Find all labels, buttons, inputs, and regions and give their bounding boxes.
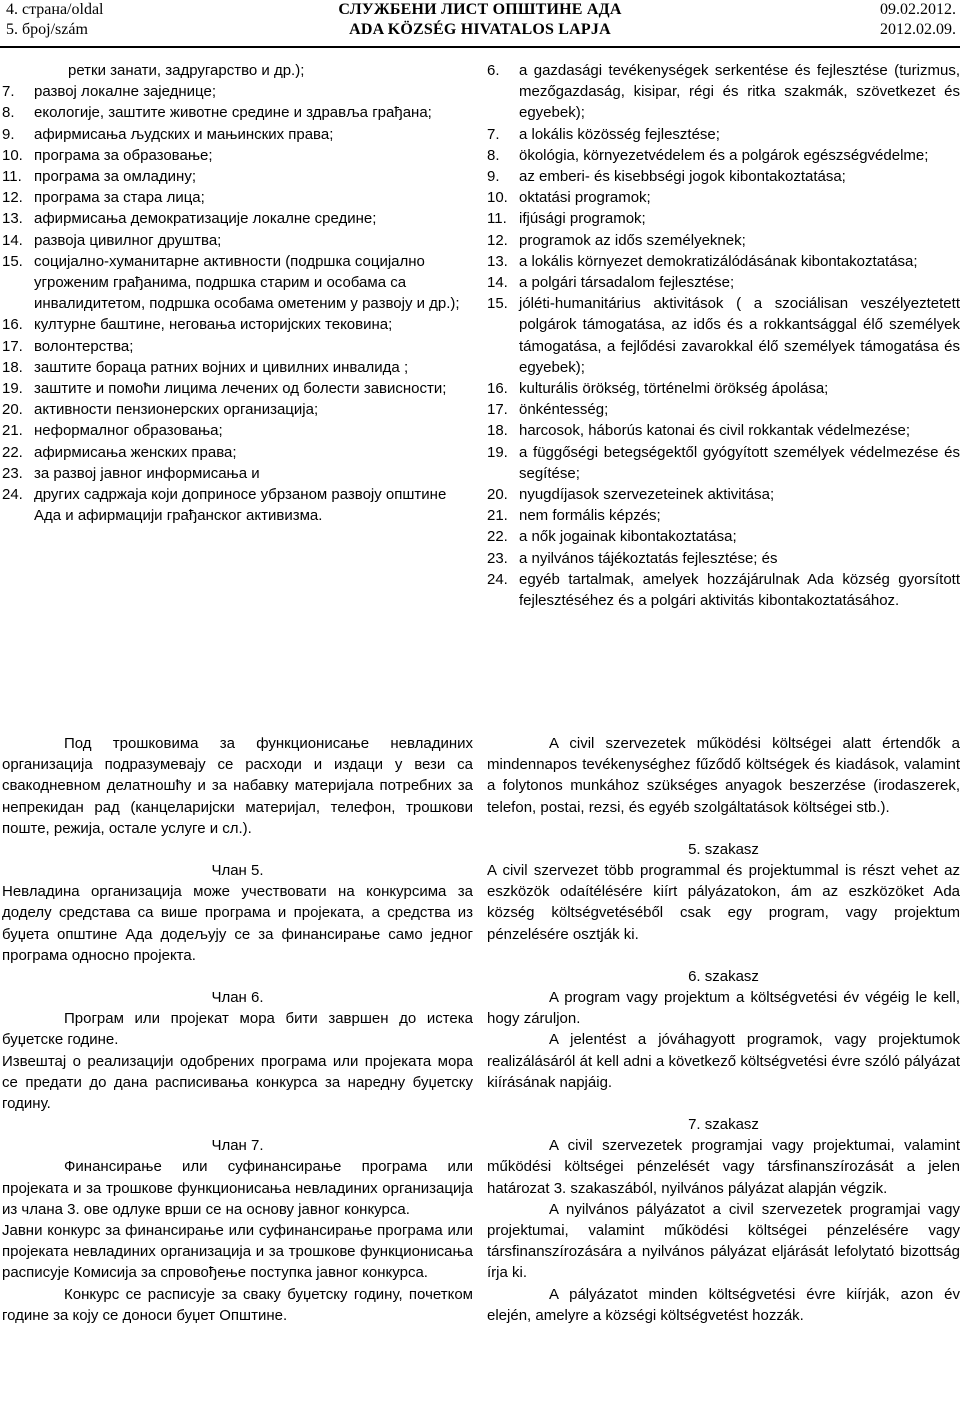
- list-item-number: 15.: [487, 295, 508, 313]
- header-divider: [0, 46, 960, 48]
- left-body-section: [2, 733, 473, 1326]
- list-item-text: социјално-хуманитарне активности (подршка социјално угроженим грађанима, подршка старим и особама са инвалидитетом, подршка особама ометеним у развоју и др.);: [34, 252, 460, 313]
- list-item: [2, 102, 473, 123]
- list-item-number: 19.: [2, 380, 23, 398]
- list-item: [2, 230, 473, 251]
- list-item-number: 21.: [487, 507, 508, 525]
- list-item-number: 16.: [2, 316, 23, 334]
- list-item-text: активности пензионерских организација;: [34, 401, 319, 419]
- article-5-text-sr: Невладина организација може учествовати на конкурсима за доделу средстава са више програма и пројеката, а средства из буџета општине Ада додељују се за финансирање само једног програма односно пројекта.: [2, 883, 473, 964]
- list-item: [2, 145, 473, 166]
- list-item: [2, 251, 473, 315]
- list-item-text: ifjúsági programok;: [519, 210, 646, 228]
- list-item-text: egyéb tartalmak, amelyek hozzájárulnak Ada község gyorsított fejlesztéséhez és a polgári aktivitás kibontakoztatásához.: [519, 570, 960, 610]
- list-item: [487, 187, 960, 208]
- list-item: [2, 124, 473, 145]
- article-7-title-hu: 7. szakasz: [688, 1116, 759, 1134]
- page-header: [0, 0, 960, 44]
- list-item: [2, 314, 473, 335]
- list-item: [487, 166, 960, 187]
- date-sr: 09.02.2012.: [880, 1, 956, 18]
- right-list-section: [487, 60, 960, 611]
- list-item-number: 7.: [487, 125, 500, 143]
- list-item: [487, 145, 960, 166]
- list-item-text: заштите и помоћи лицима лечених од болести зависности;: [34, 380, 447, 398]
- list-item-number: 20.: [487, 486, 508, 504]
- list-item: [2, 81, 473, 102]
- list-item-number: 23.: [487, 549, 508, 567]
- issue-number: 5. број/szám: [6, 21, 88, 38]
- article-7-p1-hu: A civil szervezetek programjai vagy projektumai, valamint működési költségei pénzelését vagy társfinanszírozását a jelen határozat 3. szakaszából, nyilvános pályázat alapján végzik.: [487, 1137, 960, 1197]
- list-item: [2, 463, 473, 484]
- list-item-text: a gazdasági tevékenységek serkentése és fejlesztése (turizmus, mezőgazdaság, kisipar, régi és ritka szakmák, szövetkezet és egyebek);: [519, 62, 960, 122]
- list-item: [2, 420, 473, 441]
- list-item-text: афирмисања демократизације локалне средине;: [34, 210, 377, 228]
- list-item-text: развој локалне заједнице;: [34, 83, 216, 101]
- list-item-number: 12.: [487, 231, 508, 249]
- header-center: [0, 0, 960, 40]
- article-6-title-sr: Члан 6.: [211, 989, 264, 1007]
- list-item: [2, 378, 473, 399]
- article-6-p2-hu: A jelentést a jóváhagyott programok, vagy projektumok realizálásáról át kell adni a következő költségvetési évre szóló pályázat kiírásának napjáig.: [487, 1031, 960, 1091]
- list-item-number: 24.: [2, 486, 23, 504]
- list-item: [487, 399, 960, 420]
- list-item-number: 21.: [2, 422, 23, 440]
- list-item-text: програма за образовање;: [34, 146, 213, 164]
- list-item-number: 17.: [2, 337, 23, 355]
- list-item-text: a függőségi betegségektől gyógyított személyek védelmezése és segítése;: [519, 443, 960, 482]
- list-item: [487, 272, 960, 293]
- list-item-text: a nyilvános tájékoztatás fejlesztése; és: [519, 549, 778, 567]
- list-item-text: ökológia, környezetvédelem és a polgárok egészségvédelme;: [519, 146, 929, 164]
- list-continuation: ретки занати, задругарство и др.);: [68, 62, 305, 79]
- list-item: [487, 526, 960, 547]
- list-item-text: програма за стара лица;: [34, 189, 205, 207]
- list-item-number: 24.: [487, 570, 508, 588]
- list-item-number: 15.: [2, 252, 23, 270]
- list-item: [487, 230, 960, 251]
- list-item-number: 22.: [487, 528, 508, 546]
- list-item-text: harcosok, háborús katonai és civil rokkantak védelmezése;: [519, 422, 911, 440]
- list-item: [2, 208, 473, 229]
- list-item-text: a nők jogainak kibontakoztatása;: [519, 528, 737, 546]
- list-item-text: a lokális környezet demokratizálódásának kibontakoztatása;: [519, 252, 918, 270]
- list-item-text: волонтерства;: [34, 337, 134, 355]
- date-hu: 2012.02.09.: [880, 21, 956, 38]
- list-item-text: önkéntesség;: [519, 401, 609, 419]
- article-6-p1-sr: Програм или пројекат мора бити завршен до истека буџетске године.: [2, 1010, 473, 1049]
- list-item: [487, 251, 960, 272]
- list-item: [2, 484, 473, 526]
- list-item-text: programok az idős személyeknek;: [519, 231, 746, 249]
- list-item-text: nyugdíjasok szervezeteinek aktivitása;: [519, 486, 775, 504]
- list-item-text: a lokális közösség fejlesztése;: [519, 125, 720, 143]
- article-7-p3-hu: A pályázatot minden költségvetési évre kiírják, azon év elején, amelyre a községi költségvetést hozzák.: [487, 1285, 960, 1324]
- list-item-number: 8.: [2, 104, 15, 122]
- list-item: [2, 357, 473, 378]
- list-item-number: 10.: [487, 189, 508, 207]
- list-item-number: 7.: [2, 83, 15, 101]
- list-item: [487, 505, 960, 526]
- list-item-text: заштите бораца ратних војних и цивилних инвалида ;: [34, 358, 409, 376]
- list-item-number: 13.: [487, 252, 508, 270]
- list-item-number: 9.: [2, 125, 15, 143]
- article-6-p1-hu: A program vagy projektum a költségvetési év végéig le kell, hogy záruljon.: [487, 989, 960, 1028]
- list-item: [2, 336, 473, 357]
- article-6-title-hu: 6. szakasz: [688, 967, 759, 985]
- list-item-number: 22.: [2, 443, 23, 461]
- list-item-text: az emberi- és kisebbségi jogok kibontakoztatása;: [519, 168, 846, 186]
- list-item-text: афирмисања људских и мањинских права;: [34, 125, 334, 143]
- article-5-title-hu: 5. szakasz: [688, 840, 759, 858]
- list-item-number: 14.: [487, 274, 508, 292]
- list-item: [487, 548, 960, 569]
- list-item-number: 11.: [487, 210, 507, 228]
- list-item-text: афирмисања женских права;: [34, 443, 237, 461]
- list-item: [487, 569, 960, 611]
- list-item-text: за развој јавног информисања и: [34, 464, 260, 482]
- list-item-number: 13.: [2, 210, 23, 228]
- article-6-p2-sr: Извештај о реализацији одобрених програма или пројеката мора се предати до дана расписивања конкурса за наредну буџетску годину.: [2, 1052, 473, 1113]
- article-5-text-hu: A civil szervezet több programmal és projektummal is részt vehet az eszközök odaítélésére kiírt pályázatokon, ám az eszközöket Ada község költségvetéséből csak egy program, vagy projektum pénzelésére osztják ki.: [487, 862, 960, 943]
- list-item-number: 18.: [2, 358, 23, 376]
- list-item-number: 17.: [487, 401, 508, 419]
- list-item-text: културне баштине, неговања историјских тековина;: [34, 316, 393, 334]
- list-item-text: програма за омладину;: [34, 168, 197, 186]
- header-right: [880, 0, 956, 40]
- list-item-number: 12.: [2, 189, 23, 207]
- list-item: [487, 420, 960, 441]
- list-item: [2, 442, 473, 463]
- list-item: [487, 60, 960, 124]
- article-7-title-sr: Члан 7.: [211, 1137, 264, 1155]
- left-list: [2, 81, 473, 526]
- list-item-number: 10.: [2, 146, 23, 164]
- list-item-number: 6.: [487, 62, 500, 79]
- right-list: [487, 60, 960, 611]
- list-item: [487, 208, 960, 229]
- journal-title-sr: СЛУЖБЕНИ ЛИСТ ОПШТИНЕ АДА: [338, 1, 622, 18]
- left-list-section: [2, 60, 473, 526]
- list-item: [487, 378, 960, 399]
- article-5-title-sr: Члан 5.: [211, 862, 264, 880]
- list-item-number: 9.: [487, 168, 500, 186]
- list-item-text: развоја цивилног друштва;: [34, 231, 222, 249]
- article-7-p1-sr: Финансирање или суфинансирање програма или пројеката и за трошкове функционисања невладиних организација из члана 3. ове одлуке врши се на основу јавног конкурса.: [2, 1158, 473, 1218]
- article-7-p2-sr: Јавни конкурс за финансирање или суфинансирање програма или пројеката невладиних организација и за трошкове функционисања расписује Комисија за спровођење поступка јавног конкурса.: [2, 1222, 473, 1282]
- right-body-section: [487, 733, 960, 1326]
- list-item-text: других садржаја који доприносе убрзаном развоју општине Ада и афирмацији грађанског активизма.: [34, 486, 447, 525]
- list-item-number: 11.: [2, 168, 22, 186]
- list-item-number: 16.: [487, 380, 508, 398]
- list-item-text: nem formális képzés;: [519, 507, 661, 525]
- list-item-text: a polgári társadalom fejlesztése;: [519, 274, 735, 292]
- list-item-text: екологије, заштите животне средине и здравља грађана;: [34, 104, 432, 122]
- list-item-text: kulturális örökség, történelmi örökség ápolása;: [519, 380, 829, 398]
- page-number: 4. страна/oldal: [6, 1, 104, 18]
- list-item-number: 20.: [2, 401, 23, 419]
- list-item: [487, 293, 960, 378]
- list-item-number: 14.: [2, 231, 23, 249]
- article-7-p2-hu: A nyilvános pályázatot a civil szervezetek programjai vagy projektumai, valamint működési költségei pénzelésére vagy társfinanszírozására a nyilvános pályázat eljárását lefolytató bizottság írja ki.: [487, 1200, 960, 1282]
- list-item-text: jóléti-humanitárius aktivitások ( a szociálisan veszélyeztetett polgárok támogatása, az idős és a rokkantsággal élő személyek támogatása, a fejlődési zavarokkal élő személyek támogatása és egyebek);: [519, 295, 960, 376]
- list-item: [2, 187, 473, 208]
- list-item: [487, 124, 960, 145]
- list-item-text: oktatási programok;: [519, 189, 651, 207]
- journal-title-hu: ADA KÖZSÉG HIVATALOS LAPJA: [349, 21, 611, 38]
- list-item-number: 8.: [487, 146, 500, 164]
- list-item: [2, 399, 473, 420]
- costs-paragraph-sr: Под трошковима за функционисање невладиних организација подразумевају се расходи и издаци у вези са свакодневном делатношћу и за набавку материјала потребних за непрекидан рад (канцеларијски материјал, телефон, трошкови поште, режија, остале услуге и сл.).: [2, 735, 473, 837]
- list-item: [2, 166, 473, 187]
- list-item-number: 23.: [2, 464, 23, 482]
- list-item-number: 18.: [487, 422, 508, 440]
- list-item-text: неформалног образовања;: [34, 422, 223, 440]
- list-item: [487, 442, 960, 484]
- article-7-p3-sr: Конкурс се расписује за сваку буџетску годину, почетком године за коју се доноси буџет Општине.: [2, 1285, 473, 1324]
- list-item: [487, 484, 960, 505]
- list-item-number: 19.: [487, 443, 508, 461]
- costs-paragraph-hu: A civil szervezetek működési költségei alatt értendők a mindennapos tevékenységhez fűződő költségek és kiadások, valamint a folytonos munkához szükséges anyagok beszerzése (irodaszerek, telefon, postai, rezsi, és egyéb szolgáltatások költségei stb.).: [487, 735, 960, 816]
